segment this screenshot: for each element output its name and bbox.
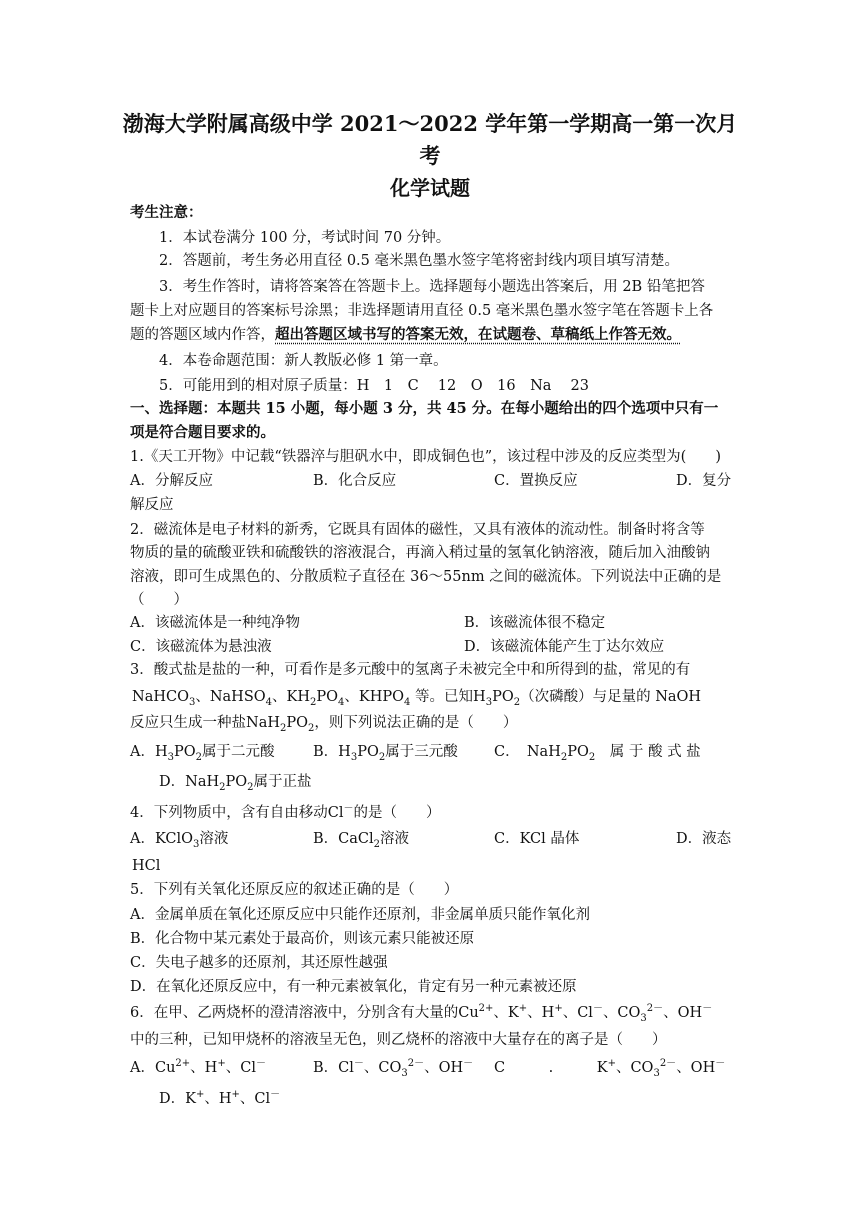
q4-option-d: D．液态 — [676, 831, 732, 847]
q6-option-a-label: A． — [130, 1060, 155, 1076]
exam-title-line2: 考 — [419, 143, 441, 168]
q3-stem-1: 3．酸式盐是盐的一种，可看作是多元酸中的氢离子未被完全中和所得到的盐，常见的有 — [130, 662, 691, 678]
q6-stem-1: 6．在甲、乙两烧杯的澄清溶液中，分别含有大量的$Cu^{2+}$、K+、H+、Cl－、$CO_3^{2-}$、OH－ — [130, 1003, 713, 1024]
q3-option-d-text: 属于正盐 — [253, 774, 312, 790]
notice-item-3: 3．考生作答时，请将答案答在答题卡上。选择题每小题选出答案后，用 2B 铅笔把答 — [159, 279, 705, 295]
q3-stem-3-tail: ，则下列说法正确的是（ ） — [314, 715, 518, 731]
q4-option-a-text: A．KClO — [130, 831, 194, 847]
q3-option-a-label: A． — [130, 744, 155, 760]
q6-stem-2: 中的三种，已知甲烧杯的溶液呈无色，则乙烧杯的溶液中大量存在的离子是（ ） — [130, 1032, 667, 1048]
notice-item-3-cont: 题卡上对应题目的答案标号涂黑；非选择题请用直径 0.5 毫米黑色墨水签字笔在答题卡上各 — [130, 303, 714, 319]
q5-option-b: B．化合物中某元素处于最高价，则该元素只能被还原 — [130, 931, 475, 947]
notice-warning: 超出答题区域书写的答案无效，在试题卷、草稿纸上作答无效。 — [275, 326, 681, 343]
q5-option-d: D．在氧化还原反应中，有一种元素被氧化，肯定有另一种元素被还原 — [130, 979, 577, 995]
q2-stem-3: 溶液，即可生成黑色的、分散质粒子直径在 36～55nm 之间的磁流体。下列说法中正确的是 — [130, 569, 722, 585]
q1-option-a: A．分解反应 — [130, 473, 213, 489]
q5-option-c: C．失电子越多的还原剂，其还原性越强 — [130, 955, 388, 971]
q4-stem-tail: 的是（ ） — [353, 805, 441, 821]
q5-option-a: A．金属单质在氧化还原反应中只能作还原剂，非金属单质只能作氧化剂 — [130, 907, 590, 923]
q2-stem-1: 2．磁流体是电子材料的新秀，它既具有固体的磁性，又具有液体的流动性。制备时将含等 — [130, 522, 705, 538]
q3-option-d: D．$NaH_2PO_2$属于正盐 — [159, 774, 312, 793]
q3-option-b-text: 属于三元酸 — [385, 744, 458, 760]
q6-option-b-label: B． — [313, 1060, 339, 1076]
q2-option-c: C．该磁流体为悬浊液 — [130, 639, 272, 655]
q1-stem: 1.《天工开物》中记载“铁器淬与胆矾水中，即成铜色也”，该过程中涉及的反应类型为( ) — [130, 449, 721, 465]
q6-option-d-label: D． — [159, 1091, 186, 1107]
q3-option-b-label: B． — [313, 744, 339, 760]
section1-heading-cont: 项是符合题目要求的。 — [130, 424, 275, 441]
q4-option-b: B．CaCl$_2$溶液 — [313, 831, 410, 850]
notice-item-5: 5．可能用到的相对原子质量：H 1 C 12 O 16 Na 23 — [159, 378, 589, 394]
q1-option-d-cont: 解反应 — [130, 497, 174, 513]
q3-option-b: B．$H_3PO_2$属于三元酸 — [313, 744, 458, 763]
subject-title: 化学试题 — [390, 176, 470, 200]
q1-option-d: D．复分 — [676, 473, 732, 489]
q3-option-d-label: D． — [159, 774, 186, 790]
notice-item-4: 4．本卷命题范围：新人教版必修 1 第一章。 — [159, 353, 448, 369]
q4-option-a-tail: 溶液 — [199, 831, 229, 847]
notice-item-2: 2．答题前，考生务必用直径 0.5 毫米黑色墨水签字笔将密封线内项目填写清楚。 — [159, 253, 680, 269]
notice-item-3-end — [130, 325, 681, 345]
q1-option-b: B．化合反应 — [313, 473, 397, 489]
exam-title-line1: 渤海大学附属高级中学 2021～2022 学年第一学期高一第一次月 — [122, 111, 738, 136]
q2-option-b: B．该磁流体很不稳定 — [464, 615, 606, 631]
q4-option-c: C．KCl 晶体 — [494, 831, 580, 847]
q2-stem-4: （ ） — [130, 592, 188, 608]
notice-heading: 考生注意： — [130, 204, 203, 221]
section1-heading: 一、选择题：本题共 15 小题，每小题 3 分，共 45 分。在每小题给出的四个选项中只有一 — [130, 400, 719, 417]
q3-option-c: C． $NaH_2PO_2$ 属 于 酸 式 盐 — [494, 744, 701, 763]
q3-option-c-label: C． — [494, 744, 513, 760]
q2-stem-2: 物质的量的硫酸亚铁和硫酸铁的溶液混合，再滴入稍过量的氢氧化钠溶液，随后加入油酸钠 — [130, 545, 710, 561]
q6-option-c: C . K+、$CO_3^{2-}$、OH－ — [494, 1058, 726, 1079]
q4-option-b-text: B．CaCl — [313, 831, 374, 847]
q6-stem-1-text: 6．在甲、乙两烧杯的澄清溶液中，分别含有大量的 — [130, 1005, 459, 1021]
q4-option-d-cont: HCl — [132, 858, 161, 874]
q6-option-d: D．K+、H+、Cl－ — [159, 1089, 281, 1107]
q5-stem: 5．下列有关氧化还原反应的叙述正确的是（ ） — [130, 882, 459, 898]
q4-option-b-tail: 溶液 — [380, 831, 410, 847]
q3-stem-2: NaHCO$_3$、NaHSO$_4$、$KH_2PO_4$、$KHPO_4$ 等。已知$H_3PO_2$（次磷酸）与足量的 NaOH — [132, 689, 702, 708]
q3-option-a: A．$H_3PO_2$属于二元酸 — [130, 744, 275, 763]
q3-stem-3-text: 反应只生成一种盐 — [130, 715, 246, 731]
q3-stem-2-text: 等。已知 — [415, 689, 474, 705]
q4-stem-text: 4．下列物质中，含有自由移动 — [130, 805, 328, 821]
q3-option-c-text: 属 于 酸 式 盐 — [609, 744, 701, 760]
q6-option-a: A．$Cu^{2+}$、H+、Cl－ — [130, 1058, 266, 1076]
q2-option-a: A．该磁流体是一种纯净物 — [130, 615, 300, 631]
q6-option-c-label: C . — [494, 1060, 554, 1076]
q6-option-b: B．Cl－、$CO_3^{2-}$、OH－ — [313, 1058, 474, 1079]
q4-option-a: A．KClO$_3$溶液 — [130, 831, 229, 850]
q3-stem-3: 反应只生成一种盐$NaH_2PO_2$，则下列说法正确的是（ ） — [130, 715, 518, 734]
notice-item-1: 1．本试卷满分 100 分，考试时间 70 分钟。 — [159, 230, 451, 246]
q3-stem-2-tail: （次磷酸）与足量的 NaOH — [520, 689, 702, 705]
q3-option-a-text: 属于二元酸 — [202, 744, 275, 760]
q4-stem: 4．下列物质中，含有自由移动Cl－的是（ ） — [130, 803, 441, 821]
q1-option-c: C．置换反应 — [494, 473, 578, 489]
notice-item-3-text: 题的答题区域内作答， — [130, 327, 275, 343]
q2-option-d: D．该磁流体能产生丁达尔效应 — [464, 639, 665, 655]
